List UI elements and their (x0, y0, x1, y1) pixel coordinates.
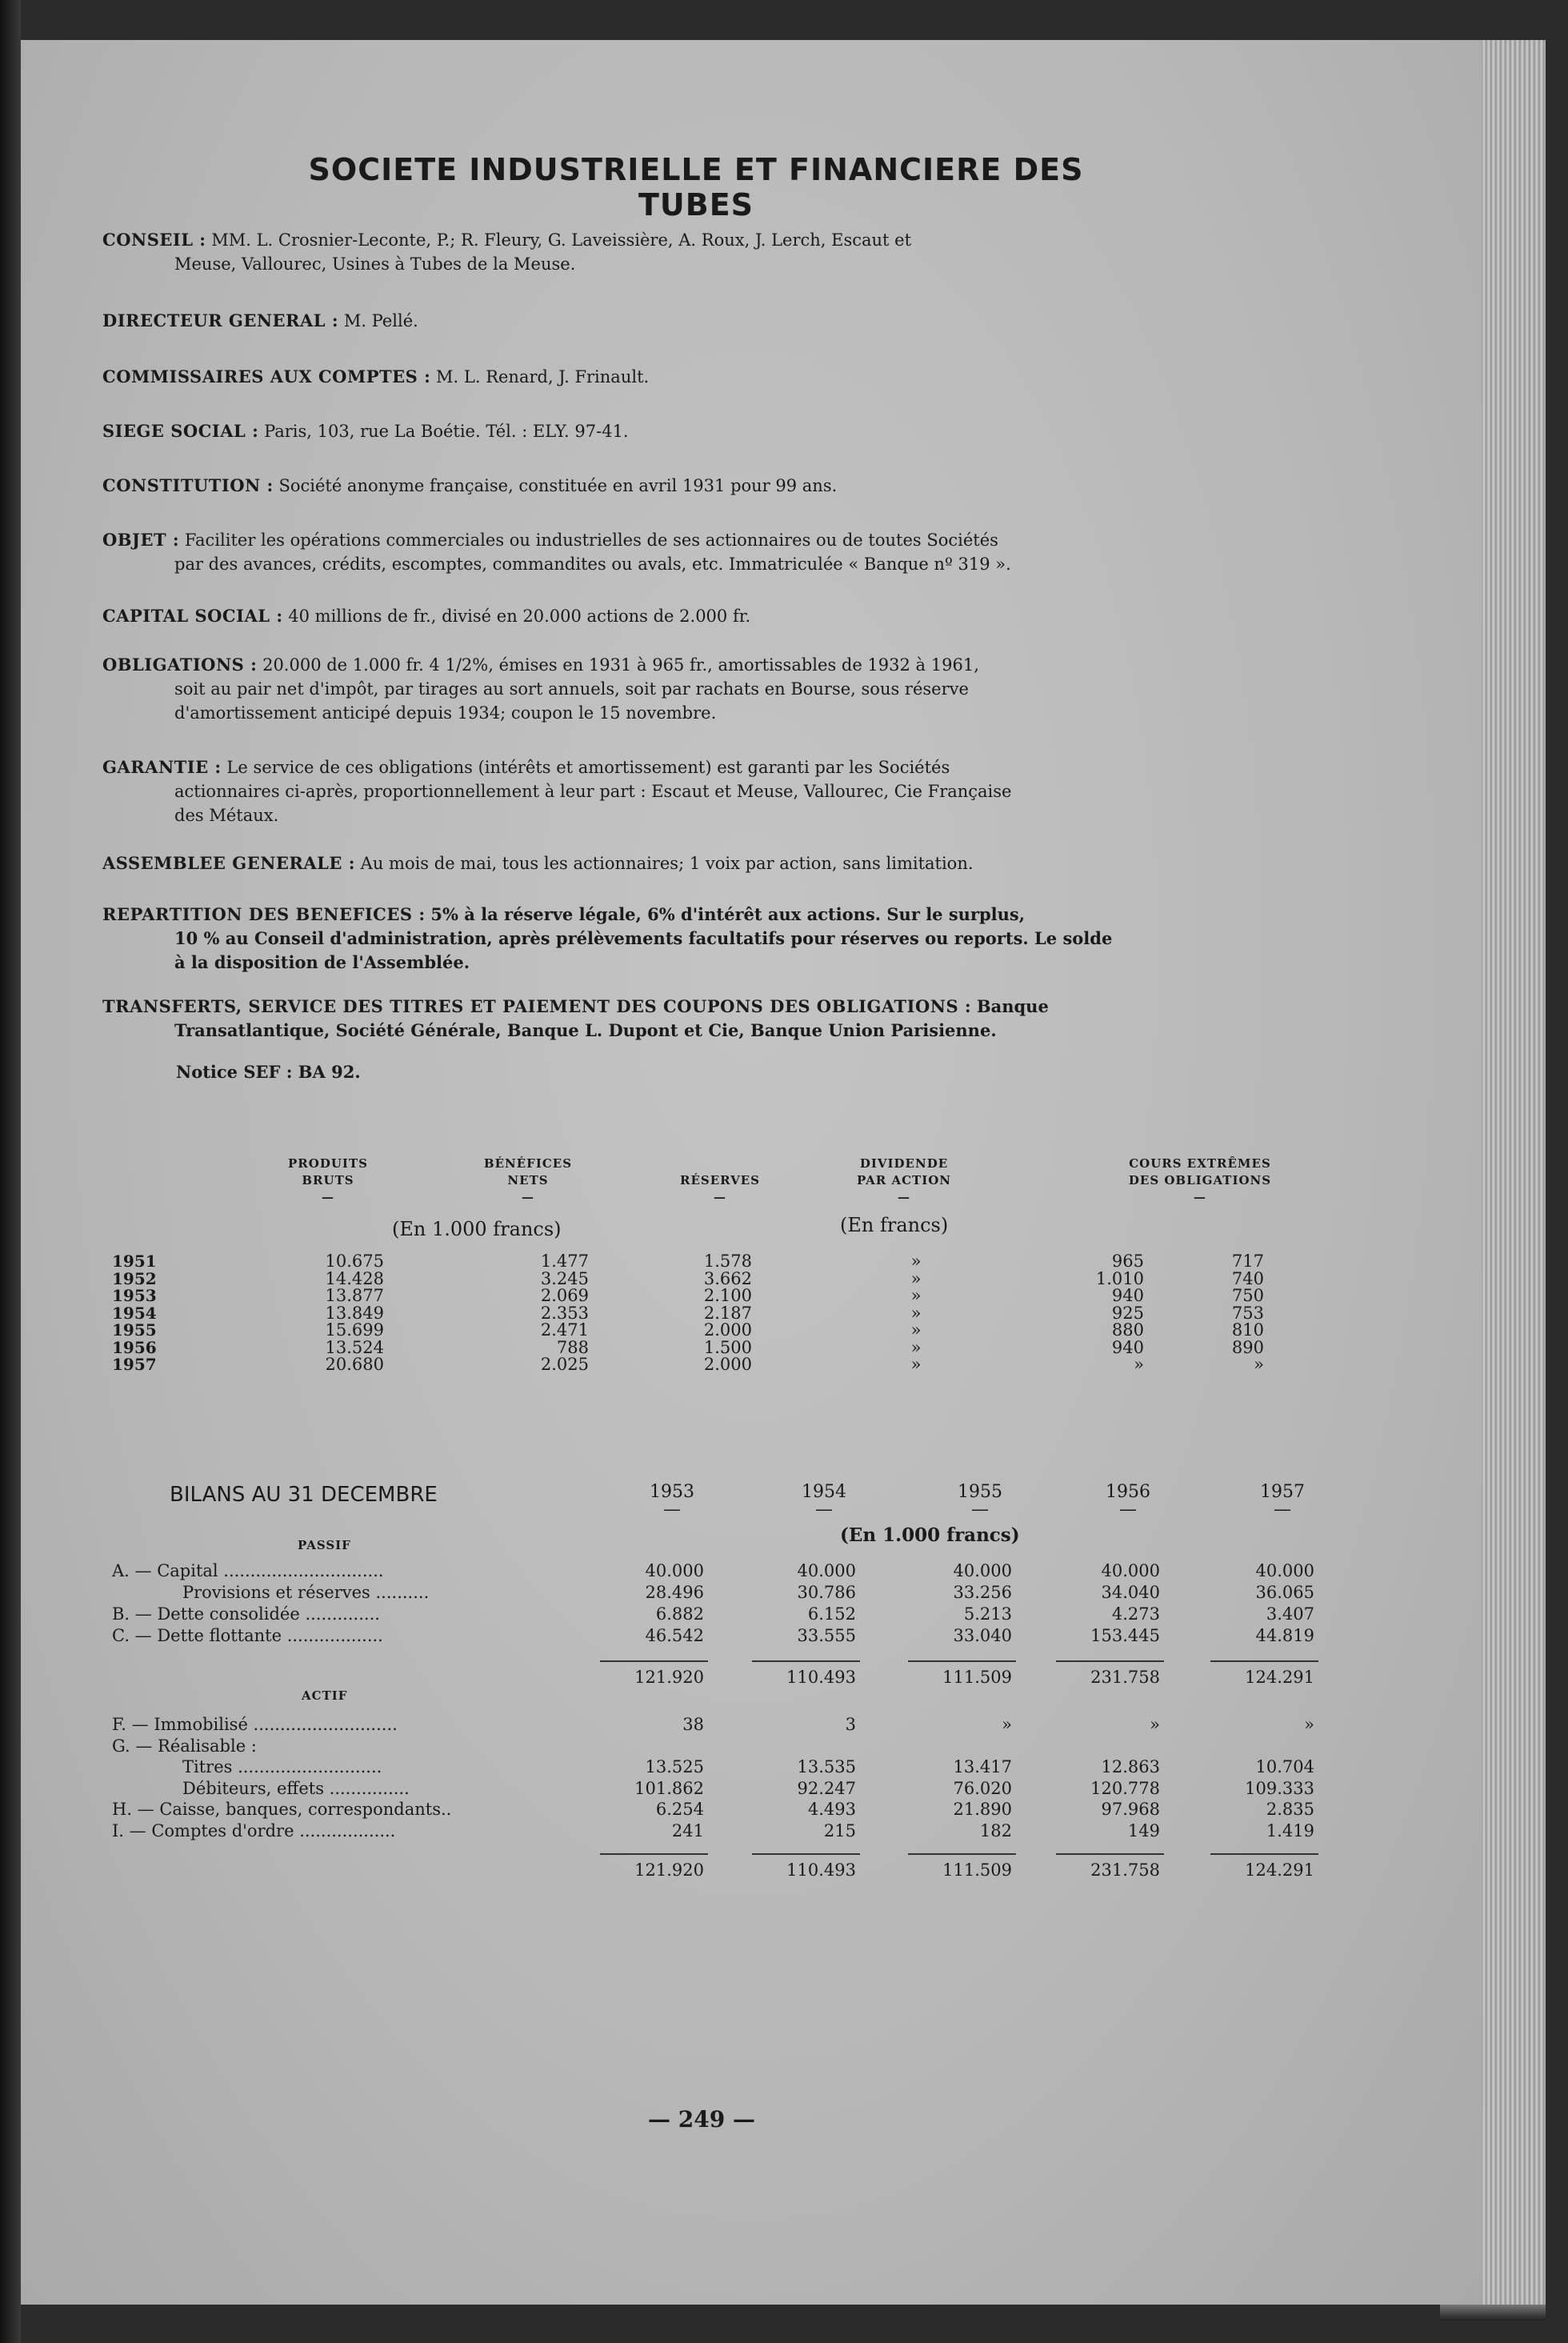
bilan-value: 40.000 (1255, 1561, 1314, 1580)
bilan-value: 6.254 (655, 1800, 704, 1819)
year-cell: 1957 (112, 1355, 157, 1374)
produits-cell: 15.699 (325, 1320, 384, 1340)
year-cell: 1951 (112, 1252, 157, 1271)
cours-haut-cell: 880 (1111, 1320, 1144, 1340)
total-rule (908, 1853, 1016, 1855)
produits-cell: 13.877 (325, 1286, 384, 1305)
bilans-unit: (En 1.000 francs) (840, 1524, 1020, 1546)
bilan-value: 40.000 (645, 1561, 704, 1580)
bilan-year-1955: 1955 (958, 1482, 1002, 1502)
total-rule (1056, 1660, 1164, 1662)
cours-bas-cell: 717 (1231, 1252, 1264, 1271)
bilan-value: 40.000 (797, 1561, 856, 1580)
page-number: — 249 — (648, 2106, 755, 2133)
bilan-year-dash: — (971, 1500, 989, 1520)
bilan-value: 36.065 (1255, 1583, 1314, 1602)
actif-header: ACTIF (302, 1688, 348, 1703)
year-cell: 1956 (112, 1337, 157, 1357)
bilan-year-1957: 1957 (1260, 1482, 1305, 1502)
bilan-row-label: Provisions et réserves .......... (182, 1583, 430, 1602)
dividende-cell: » (910, 1355, 922, 1374)
bilan-row-label: B. — Dette consolidée .............. (112, 1604, 380, 1624)
bilan-value: 153.445 (1090, 1626, 1160, 1645)
section-continuation: Meuse, Vallourec, Usines à Tubes de la Meuse. (174, 254, 576, 274)
section-constitution: CONSTITUTION : Société anonyme française, constituée en avril 1931 pour 99 ans. (102, 475, 838, 495)
bilan-value: 4.493 (807, 1800, 856, 1819)
unit-francs: (En francs) (840, 1214, 949, 1236)
cours-bas-cell: 890 (1231, 1337, 1264, 1357)
bilan-row-label: F. — Immobilisé ........................... (112, 1715, 398, 1734)
benefices-cell: 2.025 (540, 1355, 589, 1374)
bilan-row-label: C. — Dette flottante .................. (112, 1626, 383, 1645)
bilan-value: 33.256 (953, 1583, 1012, 1602)
total-rule (1210, 1660, 1318, 1662)
bilan-value: » (1150, 1715, 1160, 1734)
bilan-year-1954: 1954 (802, 1482, 846, 1502)
header-produits-bruts: PRODUITS BRUTS — (288, 1156, 368, 1204)
cours-bas-cell: 750 (1231, 1286, 1264, 1305)
total-rule (752, 1853, 860, 1855)
bilan-year-dash: — (663, 1500, 681, 1520)
bilan-value: 1.419 (1266, 1820, 1314, 1840)
section-commissaires: COMMISSAIRES AUX COMPTES : M. L. Renard, J. Frinault. (102, 366, 650, 386)
section-garantie: GARANTIE : Le service de ces obligations (intérêts et amortissement) est garanti par les Sociétés actionnaires ci-après, proportionnellement à leur part : Escaut et Meuse, Vallourec, Cie Française des Métaux. (102, 757, 1012, 825)
bilan-value: 76.020 (953, 1778, 1012, 1798)
header-benefices-nets: BÉNÉFICES NETS — (483, 1156, 573, 1204)
cours-bas-cell: 740 (1231, 1268, 1264, 1288)
bilan-value: 33.040 (953, 1626, 1012, 1645)
cours-bas-cell: » (1254, 1355, 1264, 1374)
bilan-value: 5.213 (963, 1604, 1012, 1624)
bilan-value: 215 (823, 1820, 856, 1840)
dividende-cell: » (910, 1268, 922, 1288)
dividende-cell: » (910, 1320, 922, 1340)
year-cell: 1952 (112, 1268, 157, 1288)
header-dividende: DIVIDENDE PAR ACTION — (856, 1156, 952, 1204)
section-label: CONSEIL : (102, 230, 206, 250)
bilan-total: 111.509 (942, 1860, 1012, 1880)
produits-cell: 13.524 (325, 1337, 384, 1357)
bilan-value: » (1002, 1715, 1012, 1734)
bilan-total: 110.493 (786, 1860, 856, 1880)
section-capital: CAPITAL SOCIAL : 40 millions de fr., divisé en 20.000 actions de 2.000 fr. (102, 606, 751, 626)
produits-cell: 14.428 (325, 1268, 384, 1288)
section-objet: OBJET : Faciliter les opérations commerciales ou industrielles de ses actionnaires ou de toutes Sociétés par des avances, crédits, escomptes, commandites ou avals, etc. Immatriculée « Banque nº 319 ». (102, 530, 1011, 574)
bilan-total: 231.758 (1090, 1668, 1160, 1687)
bilan-value: 241 (671, 1820, 704, 1840)
bilan-row-label: Titres ........................... (182, 1757, 382, 1776)
section-directeur: DIRECTEUR GENERAL : M. Pellé. (102, 310, 418, 330)
produits-cell: 10.675 (325, 1252, 384, 1271)
bilan-value: 13.417 (953, 1757, 1012, 1776)
bilan-total: 121.920 (634, 1668, 704, 1687)
benefices-cell: 3.245 (540, 1268, 589, 1288)
notice-sef: Notice SEF : BA 92. (176, 1062, 361, 1082)
page-stack-bottom (1440, 2305, 1546, 2321)
bilan-value: 40.000 (1101, 1561, 1160, 1580)
bilan-value: 120.778 (1090, 1778, 1160, 1798)
bilan-value: 4.273 (1111, 1604, 1160, 1624)
benefices-cell: 2.471 (540, 1320, 589, 1340)
cours-haut-cell: 1.010 (1095, 1268, 1144, 1288)
bilan-year-1956: 1956 (1106, 1482, 1150, 1502)
unit-thousand-francs: (En 1.000 francs) (392, 1218, 562, 1240)
reserves-cell: 1.578 (703, 1252, 752, 1271)
bilan-value: 38 (682, 1715, 704, 1734)
year-cell: 1954 (112, 1303, 157, 1323)
bilan-value: 21.890 (953, 1800, 1012, 1819)
bilan-value: 46.542 (645, 1626, 704, 1645)
bilan-row-label: G. — Réalisable : (112, 1736, 257, 1756)
reserves-cell: 3.662 (703, 1268, 752, 1288)
benefices-cell: 1.477 (540, 1252, 589, 1271)
section-siege: SIEGE SOCIAL : Paris, 103, rue La Boétie. Tél. : ELY. 97-41. (102, 421, 629, 441)
bilan-total: 111.509 (942, 1668, 1012, 1687)
bilan-year-dash: — (1119, 1500, 1137, 1520)
bilan-value: 2.835 (1266, 1800, 1314, 1819)
cours-haut-cell: 940 (1111, 1286, 1144, 1305)
total-rule (1056, 1853, 1164, 1855)
bilan-value: 6.882 (655, 1604, 704, 1624)
bilan-value: 44.819 (1255, 1626, 1314, 1645)
total-rule (752, 1660, 860, 1662)
produits-cell: 20.680 (325, 1355, 384, 1374)
bilan-year-dash: — (1274, 1500, 1291, 1520)
page-stack-edge (1482, 40, 1546, 2313)
year-cell: 1953 (112, 1286, 157, 1305)
benefices-cell: 2.069 (540, 1286, 589, 1305)
bilan-total: 124.291 (1245, 1668, 1314, 1687)
total-rule (908, 1660, 1016, 1662)
bilan-row-label: A. — Capital .............................. (112, 1561, 384, 1580)
dividende-cell: » (910, 1286, 922, 1305)
bilan-value: 6.152 (807, 1604, 856, 1624)
section-assemblee: ASSEMBLEE GENERALE : Au mois de mai, tous les actionnaires; 1 voix par action, sans limitation. (102, 853, 974, 873)
reserves-cell: 2.000 (703, 1320, 752, 1340)
bilan-value: 12.863 (1101, 1757, 1160, 1776)
bilan-value: 13.535 (797, 1757, 856, 1776)
book-spine-shadow (0, 0, 21, 2343)
bilan-value: 30.786 (797, 1583, 856, 1602)
company-title: SOCIETE INDUSTRIELLE ET FINANCIERE DES TUBES (308, 152, 1084, 222)
bilan-value: 101.862 (634, 1778, 704, 1798)
dividende-cell: » (910, 1337, 922, 1357)
reserves-cell: 2.187 (703, 1303, 752, 1323)
bilan-year-1953: 1953 (650, 1482, 694, 1502)
section-repartition: REPARTITION DES BENEFICES : 5% à la réserve légale, 6% d'intérêt aux actions. Sur le surplus, 10 % au Conseil d'administration, après prélèvements facultatifs pour réserves ou reports. Le solde à la disposition de l'Assemblée. (102, 904, 1113, 972)
dividende-cell: » (910, 1303, 922, 1323)
header-cours-obligations: COURS EXTRÊMES DES OBLIGATIONS — (1128, 1156, 1272, 1204)
bilan-value: » (1304, 1715, 1314, 1734)
bilan-year-dash: — (815, 1500, 833, 1520)
bilan-total: 121.920 (634, 1860, 704, 1880)
passif-header: PASSIF (298, 1538, 351, 1552)
bilan-value: 13.525 (645, 1757, 704, 1776)
bilan-total: 110.493 (786, 1668, 856, 1687)
reserves-cell: 2.100 (703, 1286, 752, 1305)
bilan-value: 97.968 (1101, 1800, 1160, 1819)
section-text: MM. L. Crosnier-Leconte, P.; R. Fleury, G. Laveissière, A. Roux, J. Lerch, Escaut et (211, 230, 912, 250)
bilan-value: 10.704 (1255, 1757, 1314, 1776)
benefices-cell: 788 (556, 1337, 589, 1357)
cours-haut-cell: » (1134, 1355, 1144, 1374)
bilan-value: 109.333 (1245, 1778, 1314, 1798)
bilans-title: BILANS AU 31 DECEMBRE (170, 1483, 438, 1507)
bilan-value: 33.555 (797, 1626, 856, 1645)
reserves-cell: 2.000 (703, 1355, 752, 1374)
benefices-cell: 2.353 (540, 1303, 589, 1323)
bilan-row-label: I. — Comptes d'ordre .................. (112, 1820, 396, 1840)
produits-cell: 13.849 (325, 1303, 384, 1323)
total-rule (600, 1853, 708, 1855)
year-cell: 1955 (112, 1320, 157, 1340)
bilan-value: 34.040 (1101, 1583, 1160, 1602)
cours-bas-cell: 753 (1231, 1303, 1264, 1323)
bilan-row-label: Débiteurs, effets ............... (182, 1778, 410, 1798)
bilan-total: 124.291 (1245, 1860, 1314, 1880)
bilan-row-label: H. — Caisse, banques, correspondants.. (112, 1800, 452, 1819)
header-reserves: RÉSERVES — (680, 1173, 760, 1204)
cours-haut-cell: 965 (1111, 1252, 1144, 1271)
bilan-total: 231.758 (1090, 1860, 1160, 1880)
bilan-value: 92.247 (797, 1778, 856, 1798)
section-obligations: OBLIGATIONS : 20.000 de 1.000 fr. 4 1/2%, émises en 1931 à 965 fr., amortissables de 1932 à 1961, soit au pair net d'impôt, par tirages au sort annuels, soit par rachats en Bourse, sous réserve d'amortissement anticipé depuis 1934; coupon le 15 novembre. (102, 655, 979, 723)
section-transferts: TRANSFERTS, SERVICE DES TITRES ET PAIEMENT DES COUPONS DES OBLIGATIONS : Banque Transatlantique, Société Générale, Banque L. Dupont et Cie, Banque Union Parisienne. (102, 996, 1049, 1040)
bilan-value: 3 (845, 1715, 856, 1734)
section-conseil (102, 228, 1294, 276)
bilan-value: 149 (1127, 1820, 1160, 1840)
bilan-value: 3.407 (1266, 1604, 1314, 1624)
dividende-cell: » (910, 1252, 922, 1271)
reserves-cell: 1.500 (703, 1337, 752, 1357)
total-rule (600, 1660, 708, 1662)
bilan-value: 40.000 (953, 1561, 1012, 1580)
cours-haut-cell: 940 (1111, 1337, 1144, 1357)
cours-haut-cell: 925 (1111, 1303, 1144, 1323)
total-rule (1210, 1853, 1318, 1855)
cours-bas-cell: 810 (1231, 1320, 1264, 1340)
bilan-value: 182 (979, 1820, 1012, 1840)
bilan-value: 28.496 (645, 1583, 704, 1602)
